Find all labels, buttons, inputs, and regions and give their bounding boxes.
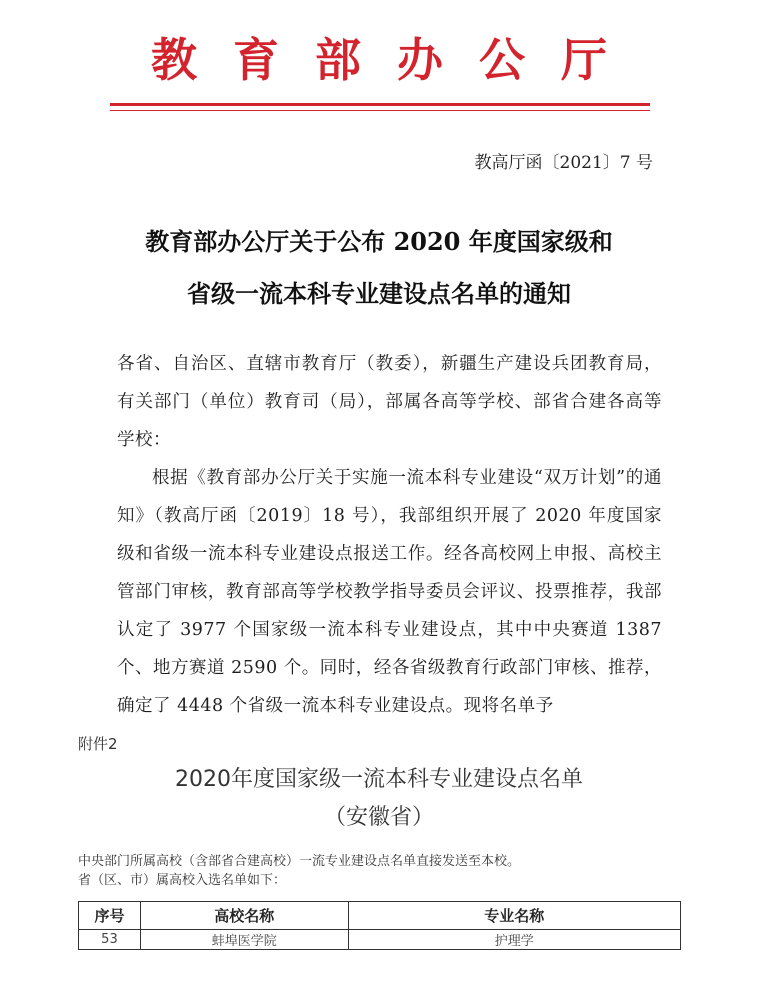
attachment-subtitle: （安徽省） <box>323 805 434 830</box>
body-paragraph-1: 根据《教育部办公厅关于实施一流本科专业建设“双万计划”的通知》（教高厅函〔2019〕18 号），我部组织开展了 2020 年度国家级和省级一流本科专业建设点报送工作。经各高校网上申报、高校主管部门审核，教育部高等学校教学指导委员会评议、投票推荐，我部认定了 3977 个国家级一流本科专业建设点，其中中央赛道 1387 个、地方赛道 2590 个。同时，经各省级教育行政部门审核、推荐，确定了 4448 个省级一流本科专业建设点。现将名单予 <box>117 468 662 716</box>
letterhead-red-rule <box>110 103 650 106</box>
document-title <box>0 216 758 320</box>
document-title-line-1: 教育部办公厅关于公布 2020 年度国家级和 <box>145 227 613 256</box>
attachment-note-1: 中央部门所属高校（含部省合建高校）一流专业建设点名单直接发送至本校。 <box>78 854 521 869</box>
attachment-title: 2020年度国家级一流本科专业建设点名单 <box>175 767 583 792</box>
addressee-paragraph: 各省、自治区、直辖市教育厅（教委），新疆生产建设兵团教育局，有关部门（单位）教育司（局），部属各高等学校、部省合建各高等学校： <box>117 354 662 450</box>
document-body <box>117 345 662 725</box>
table-row <box>79 930 681 950</box>
document-title-line-2: 省级一流本科专业建设点名单的通知 <box>187 279 571 308</box>
cell-school-name: 蚌埠医学院 <box>140 930 348 950</box>
construction-list-table <box>78 901 681 950</box>
letterhead-title: 教育部办公厅 <box>151 33 643 87</box>
cell-index: 53 <box>79 930 141 950</box>
attachment-label: 附件2 <box>78 735 118 753</box>
attachment-notes <box>78 852 520 890</box>
header-school-name: 高校名称 <box>140 902 348 930</box>
header-index: 序号 <box>79 902 141 930</box>
letterhead-red-rule-thin <box>110 110 650 111</box>
cell-major-name: 护理学 <box>348 930 680 950</box>
document-number: 教高厅函〔2021〕7 号 <box>474 153 653 173</box>
attachment-note-2: 省（区、市）属高校入选名单如下： <box>78 873 287 888</box>
table-header-row <box>79 902 681 930</box>
header-major-name: 专业名称 <box>348 902 680 930</box>
